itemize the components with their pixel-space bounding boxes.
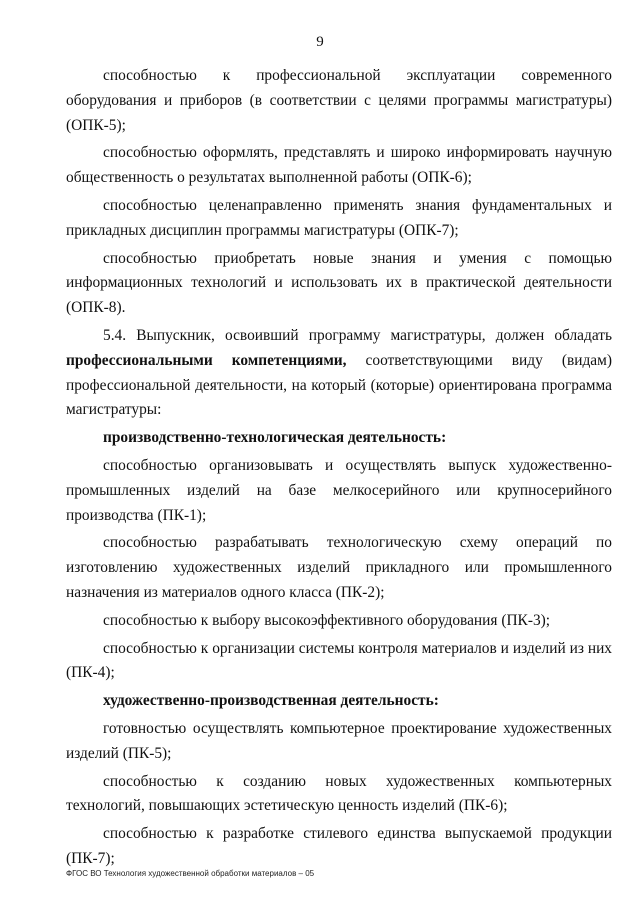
paragraph-pk4: способностью к организации системы контроля материалов и изделий из них (ПК-4); xyxy=(66,639,612,682)
document-body xyxy=(66,64,612,875)
paragraph-pk6: способностью к созданию новых художественных компьютерных технологий, повышающих эстетическую ценность изделий (ПК-6); xyxy=(66,772,612,815)
paragraph-opk8: способностью приобретать новые знания и умения с помощью информационных технологий и использовать их в практической деятельности (ОПК-8). xyxy=(66,249,612,317)
page-footer: ФГОС ВО Технология художественной обработки материалов – 05 xyxy=(66,869,315,878)
paragraph-opk6: способностью оформлять, представлять и широко информировать научную общественность о результатах выполненной работы (ОПК-6); xyxy=(66,144,612,187)
section-5-4-bold: профессиональными компетенциями, xyxy=(66,351,347,369)
paragraph-pk1: способностью организовывать и осуществлять выпуск художественно-промышленных изделий на базе мелкосерийного или крупносерийного производства (ПК-1); xyxy=(66,456,612,524)
paragraph-pk3: способностью к выбору высокоэффективного оборудования (ПК-3); xyxy=(103,611,551,629)
paragraph-opk5: способностью к профессиональной эксплуатации современного оборудования и приборов (в соответствии с целями программы магистратуры) (ОПК-5); xyxy=(66,67,612,134)
section-5-4-end: соответствующими виду (видам) профессиональной деятельности, на который (которые) ориентирована программа магистратуры: xyxy=(66,351,612,419)
paragraph-opk7: способностью целенаправленно применять знания фундаментальных и прикладных дисциплин программы магистратуры (ОПК-7); xyxy=(66,196,612,239)
section-5-4-start: 5.4. Выпускник, освоивший программу магистратуры, должен обладать xyxy=(103,326,612,344)
page-number: 9 xyxy=(316,34,324,50)
heading-production-technological: производственно-технологическая деятельность: xyxy=(103,429,447,447)
heading-artistic-production: художественно-производственная деятельность: xyxy=(103,692,439,710)
paragraph-pk5: готовностью осуществлять компьютерное проектирование художественных изделий (ПК-5); xyxy=(66,719,612,762)
paragraph-pk7: способностью к разработке стилевого единства выпускаемой продукции (ПК-7); xyxy=(66,825,612,867)
paragraph-pk2: способностью разрабатывать технологическую схему операций по изготовлению художественных изделий прикладного или промышленного назначения из материалов одного класса (ПК-2); xyxy=(66,534,612,601)
paragraph-section-5-4 xyxy=(66,324,612,423)
